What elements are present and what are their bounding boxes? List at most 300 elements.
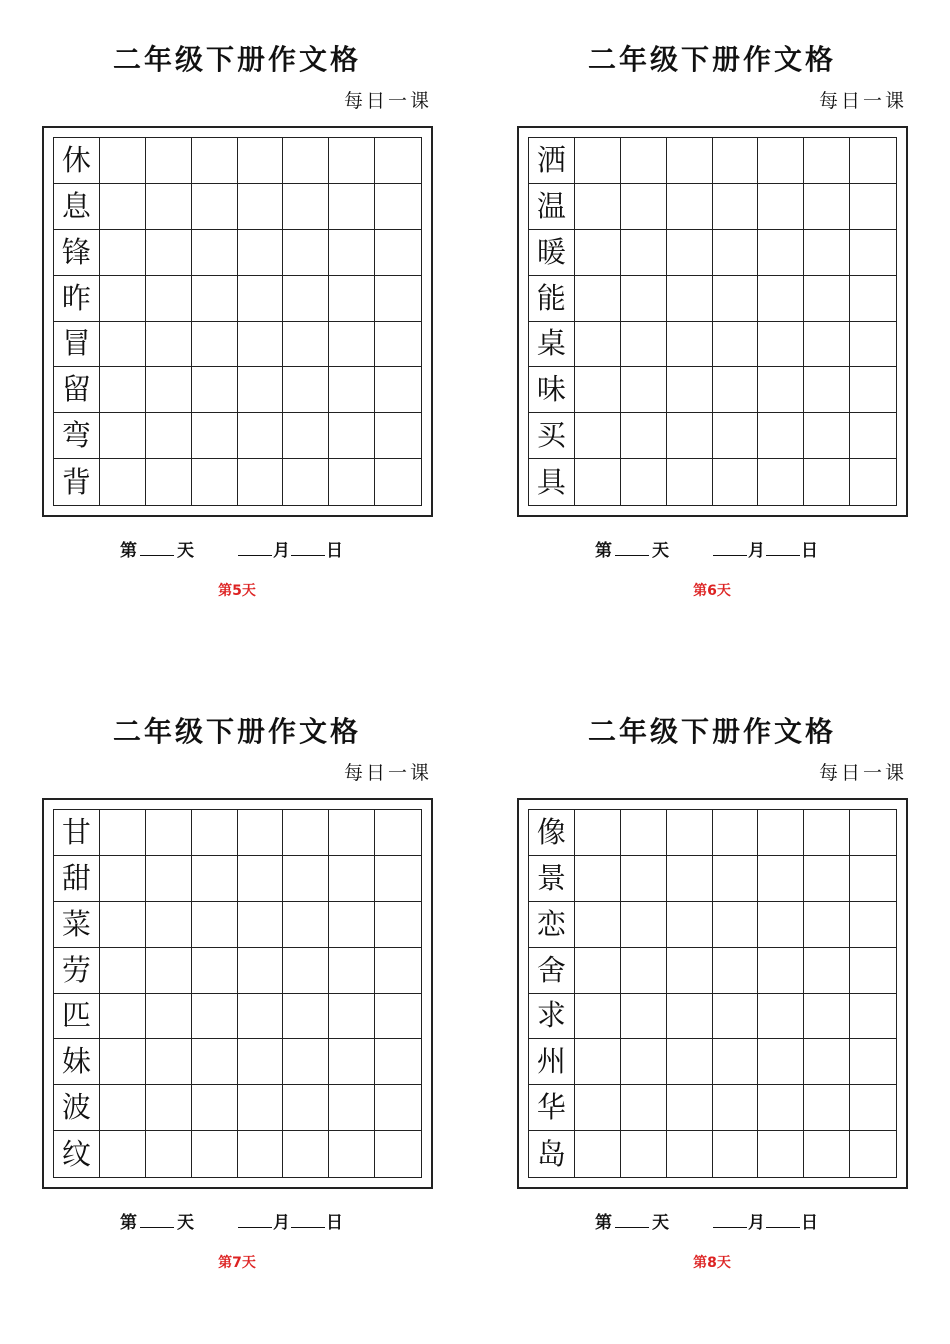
model-character-cell: 锋 — [54, 230, 100, 276]
worksheet-panel — [475, 672, 950, 1344]
practice-cell[interactable] — [804, 184, 850, 230]
model-character-cell: 菜 — [54, 902, 100, 948]
practice-cell[interactable] — [375, 184, 421, 230]
practice-cell[interactable] — [238, 856, 284, 902]
practice-cell[interactable] — [146, 1085, 192, 1131]
practice-cell[interactable] — [283, 413, 329, 459]
practice-cell[interactable] — [375, 902, 421, 948]
practice-cell[interactable] — [100, 230, 146, 276]
practice-cell[interactable] — [238, 459, 284, 505]
practice-cell[interactable] — [850, 367, 896, 413]
date-ri-label: 日 — [801, 1213, 818, 1233]
practice-cell[interactable] — [100, 459, 146, 505]
month-blank[interactable] — [238, 1213, 272, 1228]
practice-cell[interactable] — [575, 322, 621, 368]
practice-cell[interactable] — [146, 413, 192, 459]
practice-cell[interactable] — [804, 367, 850, 413]
date-ri-label: 日 — [326, 541, 343, 561]
practice-cell[interactable] — [575, 1131, 621, 1177]
practice-cell[interactable] — [329, 810, 375, 856]
practice-cell[interactable] — [329, 1039, 375, 1085]
practice-cell[interactable] — [758, 994, 804, 1040]
writing-grid — [528, 137, 897, 506]
sheet-title: 二年级下册作文格 — [112, 43, 361, 76]
practice-cell[interactable] — [575, 948, 621, 994]
practice-cell[interactable] — [238, 184, 284, 230]
practice-cell[interactable] — [713, 276, 759, 322]
model-character-cell: 暖 — [529, 230, 575, 276]
model-character-cell: 景 — [529, 856, 575, 902]
practice-cell[interactable] — [575, 994, 621, 1040]
sheet-subtitle: 每日一课 — [818, 90, 907, 112]
practice-cell[interactable] — [283, 810, 329, 856]
practice-cell[interactable] — [575, 459, 621, 505]
practice-cell[interactable] — [804, 948, 850, 994]
practice-cell[interactable] — [850, 856, 896, 902]
model-character-cell: 州 — [529, 1039, 575, 1085]
practice-cell[interactable] — [667, 413, 713, 459]
practice-cell[interactable] — [621, 459, 667, 505]
practice-cell[interactable] — [283, 230, 329, 276]
practice-cell[interactable] — [283, 948, 329, 994]
practice-cell[interactable] — [283, 994, 329, 1040]
practice-cell[interactable] — [100, 138, 146, 184]
practice-cell[interactable] — [100, 276, 146, 322]
practice-cell[interactable] — [667, 138, 713, 184]
date-blank[interactable] — [291, 1213, 325, 1228]
date-tian-label: 天 — [177, 541, 194, 561]
practice-cell[interactable] — [667, 1085, 713, 1131]
practice-cell[interactable] — [100, 413, 146, 459]
practice-cell[interactable] — [713, 1039, 759, 1085]
practice-cell[interactable] — [146, 994, 192, 1040]
practice-cell[interactable] — [329, 322, 375, 368]
practice-cell[interactable] — [667, 184, 713, 230]
practice-cell[interactable] — [758, 459, 804, 505]
model-character-cell: 温 — [529, 184, 575, 230]
practice-cell[interactable] — [192, 1131, 238, 1177]
practice-cell[interactable] — [238, 413, 284, 459]
practice-cell[interactable] — [804, 1085, 850, 1131]
date-blank[interactable] — [291, 541, 325, 556]
practice-cell[interactable] — [192, 948, 238, 994]
practice-cell[interactable] — [667, 276, 713, 322]
practice-cell[interactable] — [758, 810, 804, 856]
practice-cell[interactable] — [329, 994, 375, 1040]
worksheet-panel — [0, 672, 475, 1344]
practice-cell[interactable] — [850, 138, 896, 184]
practice-cell[interactable] — [100, 1085, 146, 1131]
practice-cell[interactable] — [850, 1131, 896, 1177]
practice-cell[interactable] — [575, 810, 621, 856]
model-character-cell: 华 — [529, 1085, 575, 1131]
practice-cell[interactable] — [667, 367, 713, 413]
practice-cell[interactable] — [850, 413, 896, 459]
practice-cell[interactable] — [850, 230, 896, 276]
sheet-title: 二年级下册作文格 — [587, 43, 836, 76]
practice-cell[interactable] — [283, 459, 329, 505]
practice-cell[interactable] — [621, 1131, 667, 1177]
date-tian-label: 天 — [652, 1213, 669, 1233]
worksheet-panel — [475, 0, 950, 672]
practice-cell[interactable] — [146, 367, 192, 413]
practice-cell[interactable] — [192, 322, 238, 368]
practice-cell[interactable] — [713, 810, 759, 856]
practice-cell[interactable] — [850, 276, 896, 322]
practice-cell[interactable] — [667, 1039, 713, 1085]
model-character-cell: 桌 — [529, 322, 575, 368]
practice-cell[interactable] — [283, 322, 329, 368]
practice-cell[interactable] — [238, 902, 284, 948]
practice-cell[interactable] — [329, 276, 375, 322]
practice-cell[interactable] — [146, 948, 192, 994]
practice-cell[interactable] — [621, 184, 667, 230]
practice-cell[interactable] — [146, 322, 192, 368]
practice-cell[interactable] — [758, 413, 804, 459]
practice-cell[interactable] — [238, 230, 284, 276]
practice-cell[interactable] — [713, 367, 759, 413]
practice-cell[interactable] — [192, 994, 238, 1040]
practice-cell[interactable] — [758, 367, 804, 413]
practice-cell[interactable] — [575, 367, 621, 413]
sheet-title: 二年级下册作文格 — [112, 715, 361, 748]
practice-cell[interactable] — [758, 856, 804, 902]
practice-cell[interactable] — [375, 810, 421, 856]
practice-cell[interactable] — [100, 322, 146, 368]
date-blank[interactable] — [766, 541, 800, 556]
practice-cell[interactable] — [804, 322, 850, 368]
date-line — [120, 1208, 343, 1233]
practice-cell[interactable] — [146, 810, 192, 856]
practice-cell[interactable] — [575, 1085, 621, 1131]
practice-cell[interactable] — [667, 322, 713, 368]
practice-cell[interactable] — [621, 1039, 667, 1085]
practice-cell[interactable] — [575, 1039, 621, 1085]
practice-cell[interactable] — [100, 948, 146, 994]
practice-cell[interactable] — [283, 138, 329, 184]
date-di-label: 第 — [595, 541, 612, 561]
practice-cell[interactable] — [192, 184, 238, 230]
practice-cell[interactable] — [667, 994, 713, 1040]
practice-cell[interactable] — [575, 184, 621, 230]
practice-cell[interactable] — [329, 413, 375, 459]
practice-cell[interactable] — [329, 856, 375, 902]
practice-cell[interactable] — [667, 459, 713, 505]
practice-cell[interactable] — [329, 230, 375, 276]
practice-cell[interactable] — [850, 184, 896, 230]
practice-cell[interactable] — [238, 1131, 284, 1177]
model-character-cell: 甘 — [54, 810, 100, 856]
practice-cell[interactable] — [758, 138, 804, 184]
day-blank[interactable] — [615, 1213, 649, 1228]
practice-cell[interactable] — [621, 230, 667, 276]
date-tian-label: 天 — [652, 541, 669, 561]
day-blank[interactable] — [615, 541, 649, 556]
practice-cell[interactable] — [238, 322, 284, 368]
practice-cell[interactable] — [804, 994, 850, 1040]
practice-cell[interactable] — [667, 902, 713, 948]
practice-cell[interactable] — [850, 948, 896, 994]
practice-cell[interactable] — [100, 1039, 146, 1085]
practice-cell[interactable] — [850, 1085, 896, 1131]
practice-cell[interactable] — [804, 276, 850, 322]
practice-cell[interactable] — [850, 810, 896, 856]
practice-cell[interactable] — [621, 276, 667, 322]
model-character-cell: 求 — [529, 994, 575, 1040]
model-character-cell: 昨 — [54, 276, 100, 322]
practice-cell[interactable] — [283, 1039, 329, 1085]
model-character-cell: 弯 — [54, 413, 100, 459]
practice-cell[interactable] — [804, 902, 850, 948]
date-yue-label: 月 — [748, 541, 765, 561]
practice-cell[interactable] — [667, 810, 713, 856]
practice-cell[interactable] — [621, 138, 667, 184]
date-di-label: 第 — [120, 541, 137, 561]
practice-cell[interactable] — [713, 902, 759, 948]
model-character-cell: 背 — [54, 459, 100, 505]
practice-cell[interactable] — [804, 459, 850, 505]
practice-cell[interactable] — [713, 1131, 759, 1177]
practice-cell[interactable] — [375, 948, 421, 994]
practice-cell[interactable] — [758, 184, 804, 230]
model-character-cell: 匹 — [54, 994, 100, 1040]
practice-cell[interactable] — [283, 902, 329, 948]
practice-cell[interactable] — [100, 994, 146, 1040]
practice-cell[interactable] — [758, 1039, 804, 1085]
practice-cell[interactable] — [621, 948, 667, 994]
practice-cell[interactable] — [192, 276, 238, 322]
practice-cell[interactable] — [192, 810, 238, 856]
practice-cell[interactable] — [667, 948, 713, 994]
practice-cell[interactable] — [375, 1085, 421, 1131]
practice-cell[interactable] — [192, 1085, 238, 1131]
practice-cell[interactable] — [713, 184, 759, 230]
practice-cell[interactable] — [575, 276, 621, 322]
practice-cell[interactable] — [713, 230, 759, 276]
practice-cell[interactable] — [375, 459, 421, 505]
model-character-cell: 息 — [54, 184, 100, 230]
writing-grid-frame — [42, 798, 433, 1189]
model-character-cell: 舍 — [529, 948, 575, 994]
practice-cell[interactable] — [713, 413, 759, 459]
model-character-cell: 洒 — [529, 138, 575, 184]
practice-cell[interactable] — [575, 902, 621, 948]
practice-cell[interactable] — [621, 810, 667, 856]
model-character-cell: 味 — [529, 367, 575, 413]
practice-cell[interactable] — [238, 810, 284, 856]
date-blank[interactable] — [766, 1213, 800, 1228]
practice-cell[interactable] — [283, 856, 329, 902]
date-ri-label: 日 — [801, 541, 818, 561]
month-blank[interactable] — [713, 541, 747, 556]
practice-cell[interactable] — [758, 276, 804, 322]
model-character-cell: 具 — [529, 459, 575, 505]
day-number-label: 第7天 — [218, 1255, 256, 1271]
practice-cell[interactable] — [621, 902, 667, 948]
practice-cell[interactable] — [238, 948, 284, 994]
practice-cell[interactable] — [329, 138, 375, 184]
date-tian-label: 天 — [177, 1213, 194, 1233]
practice-cell[interactable] — [375, 994, 421, 1040]
practice-cell[interactable] — [575, 230, 621, 276]
date-yue-label: 月 — [273, 1213, 290, 1233]
practice-cell[interactable] — [758, 1085, 804, 1131]
practice-cell[interactable] — [375, 322, 421, 368]
practice-cell[interactable] — [375, 276, 421, 322]
practice-cell[interactable] — [238, 1085, 284, 1131]
practice-cell[interactable] — [713, 459, 759, 505]
practice-cell[interactable] — [758, 230, 804, 276]
practice-cell[interactable] — [329, 948, 375, 994]
practice-cell[interactable] — [375, 1039, 421, 1085]
practice-cell[interactable] — [100, 810, 146, 856]
model-character-cell: 留 — [54, 367, 100, 413]
practice-cell[interactable] — [758, 902, 804, 948]
practice-cell[interactable] — [713, 138, 759, 184]
practice-cell[interactable] — [192, 367, 238, 413]
practice-cell[interactable] — [329, 367, 375, 413]
worksheet-panel — [0, 0, 475, 672]
practice-cell[interactable] — [667, 230, 713, 276]
model-character-cell: 能 — [529, 276, 575, 322]
practice-cell[interactable] — [804, 138, 850, 184]
practice-cell[interactable] — [713, 994, 759, 1040]
date-line — [595, 536, 818, 561]
date-yue-label: 月 — [748, 1213, 765, 1233]
day-blank[interactable] — [140, 541, 174, 556]
date-di-label: 第 — [595, 1213, 612, 1233]
writing-grid — [528, 809, 897, 1178]
date-line — [120, 536, 343, 561]
practice-cell[interactable] — [804, 413, 850, 459]
day-number-label: 第6天 — [693, 583, 731, 599]
practice-cell[interactable] — [804, 856, 850, 902]
practice-cell[interactable] — [375, 1131, 421, 1177]
writing-grid-frame — [517, 126, 908, 517]
practice-cell[interactable] — [621, 367, 667, 413]
practice-cell[interactable] — [192, 856, 238, 902]
practice-cell[interactable] — [100, 184, 146, 230]
practice-cell[interactable] — [146, 230, 192, 276]
date-ri-label: 日 — [326, 1213, 343, 1233]
practice-cell[interactable] — [146, 902, 192, 948]
model-character-cell: 甜 — [54, 856, 100, 902]
practice-cell[interactable] — [238, 138, 284, 184]
practice-cell[interactable] — [804, 1039, 850, 1085]
practice-cell[interactable] — [146, 1039, 192, 1085]
practice-cell[interactable] — [713, 1085, 759, 1131]
date-line — [595, 1208, 818, 1233]
model-character-cell: 岛 — [529, 1131, 575, 1177]
practice-cell[interactable] — [575, 138, 621, 184]
practice-cell[interactable] — [146, 459, 192, 505]
practice-cell[interactable] — [667, 856, 713, 902]
sheet-subtitle: 每日一课 — [343, 762, 432, 784]
practice-cell[interactable] — [375, 367, 421, 413]
practice-cell[interactable] — [329, 459, 375, 505]
practice-cell[interactable] — [329, 1085, 375, 1131]
practice-cell[interactable] — [283, 276, 329, 322]
practice-cell[interactable] — [329, 1131, 375, 1177]
practice-cell[interactable] — [192, 230, 238, 276]
practice-cell[interactable] — [375, 230, 421, 276]
practice-cell[interactable] — [329, 902, 375, 948]
day-blank[interactable] — [140, 1213, 174, 1228]
model-character-cell: 冒 — [54, 322, 100, 368]
practice-cell[interactable] — [100, 902, 146, 948]
practice-cell[interactable] — [713, 322, 759, 368]
practice-cell[interactable] — [850, 322, 896, 368]
date-yue-label: 月 — [273, 541, 290, 561]
practice-cell[interactable] — [192, 413, 238, 459]
practice-cell[interactable] — [238, 994, 284, 1040]
practice-cell[interactable] — [100, 367, 146, 413]
practice-cell[interactable] — [146, 138, 192, 184]
practice-cell[interactable] — [146, 184, 192, 230]
practice-cell[interactable] — [100, 1131, 146, 1177]
practice-cell[interactable] — [575, 856, 621, 902]
model-character-cell: 劳 — [54, 948, 100, 994]
practice-cell[interactable] — [192, 902, 238, 948]
practice-cell[interactable] — [329, 184, 375, 230]
practice-cell[interactable] — [283, 1085, 329, 1131]
model-character-cell: 纹 — [54, 1131, 100, 1177]
practice-cell[interactable] — [621, 413, 667, 459]
practice-cell[interactable] — [621, 322, 667, 368]
model-character-cell: 休 — [54, 138, 100, 184]
practice-cell[interactable] — [146, 856, 192, 902]
practice-cell[interactable] — [192, 138, 238, 184]
practice-cell[interactable] — [804, 1131, 850, 1177]
practice-cell[interactable] — [283, 1131, 329, 1177]
practice-cell[interactable] — [758, 1131, 804, 1177]
practice-cell[interactable] — [850, 902, 896, 948]
model-character-cell: 波 — [54, 1085, 100, 1131]
model-character-cell: 像 — [529, 810, 575, 856]
practice-cell[interactable] — [850, 459, 896, 505]
practice-cell[interactable] — [713, 856, 759, 902]
practice-cell[interactable] — [238, 1039, 284, 1085]
month-blank[interactable] — [713, 1213, 747, 1228]
practice-cell[interactable] — [850, 1039, 896, 1085]
model-character-cell: 妹 — [54, 1039, 100, 1085]
practice-cell[interactable] — [375, 138, 421, 184]
practice-cell[interactable] — [192, 1039, 238, 1085]
practice-cell[interactable] — [804, 230, 850, 276]
practice-cell[interactable] — [758, 322, 804, 368]
practice-cell[interactable] — [850, 994, 896, 1040]
practice-cell[interactable] — [375, 413, 421, 459]
practice-cell[interactable] — [283, 367, 329, 413]
practice-cell[interactable] — [621, 994, 667, 1040]
practice-cell[interactable] — [375, 856, 421, 902]
practice-cell[interactable] — [238, 367, 284, 413]
practice-cell[interactable] — [238, 276, 284, 322]
practice-cell[interactable] — [621, 856, 667, 902]
practice-cell[interactable] — [758, 948, 804, 994]
practice-cell[interactable] — [575, 413, 621, 459]
practice-cell[interactable] — [146, 1131, 192, 1177]
practice-cell[interactable] — [667, 1131, 713, 1177]
practice-cell[interactable] — [192, 459, 238, 505]
practice-cell[interactable] — [804, 810, 850, 856]
month-blank[interactable] — [238, 541, 272, 556]
practice-cell[interactable] — [283, 184, 329, 230]
practice-cell[interactable] — [146, 276, 192, 322]
practice-cell[interactable] — [621, 1085, 667, 1131]
practice-cell[interactable] — [713, 948, 759, 994]
practice-cell[interactable] — [100, 856, 146, 902]
